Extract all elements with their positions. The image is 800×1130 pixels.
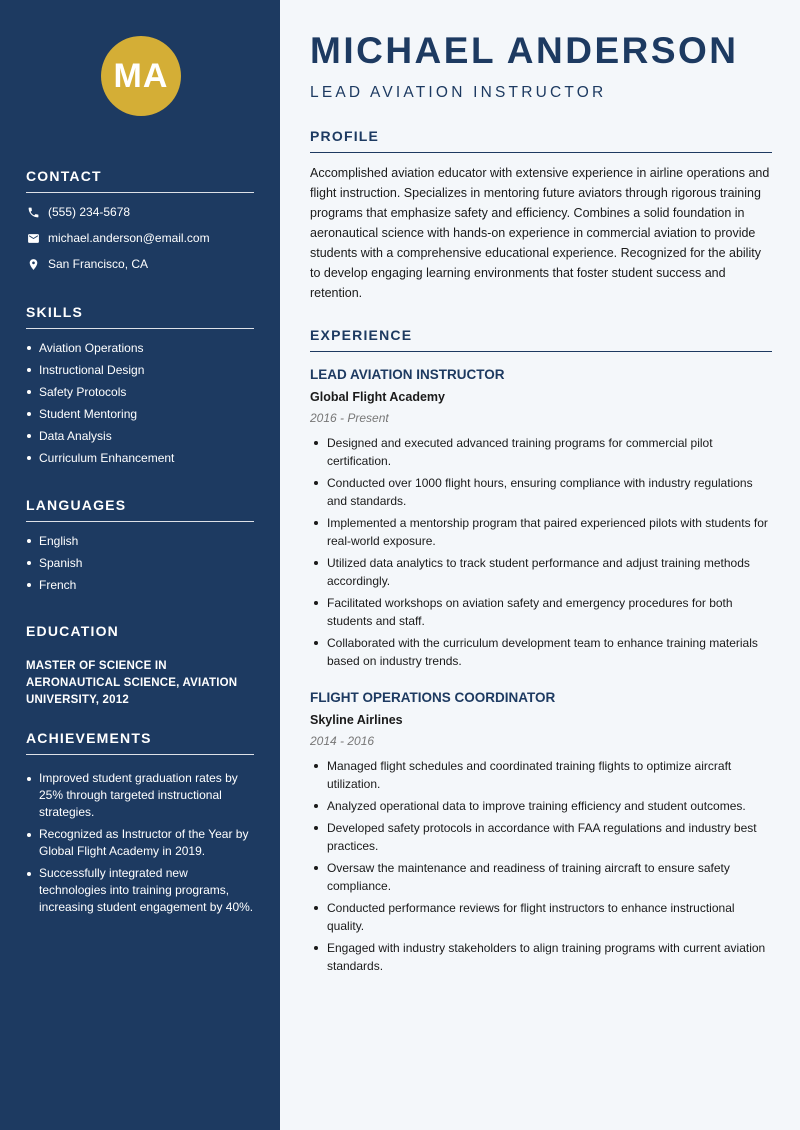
contact-phone-text: (555) 234-5678 <box>48 205 131 219</box>
avatar: MA <box>101 36 181 116</box>
list-item: Managed flight schedules and coordinated training flights to optimize aircraft utilization. <box>310 757 772 793</box>
skill-item: Aviation Operations <box>26 337 254 359</box>
list-item: Facilitated workshops on aviation safety and emergency procedures for both students and staff. <box>310 594 772 630</box>
language-item: French <box>26 574 254 596</box>
education-section <box>26 623 254 709</box>
contact-phone[interactable] <box>26 199 254 225</box>
contact-title: CONTACT <box>26 168 254 193</box>
languages-section <box>26 497 254 596</box>
contact-email-text: michael.anderson@email.com <box>48 231 210 245</box>
phone-icon <box>26 205 40 219</box>
job-dates: 2014 - 2016 <box>310 734 375 748</box>
job-dates: 2016 - Present <box>310 411 389 425</box>
experience-title: EXPERIENCE <box>310 327 772 352</box>
experience-entry <box>310 689 772 979</box>
sidebar <box>0 0 280 1130</box>
language-item: English <box>26 530 254 552</box>
location-pin-icon <box>26 257 40 271</box>
skills-title: SKILLS <box>26 304 254 329</box>
contact-section <box>26 168 254 277</box>
profile-summary: Accomplished aviation educator with extensive experience in airline operations and flight instruction. Specializes in mentoring future aviators through rigorous training programs that emphasize safety and efficiency. Combines a solid foundation in aeronautical science with hands-on experience in commercial aviation to provide students with a comprehensive educational experience. Recognized for the ability to develop engaging learning environments that foster student success and retention. <box>310 166 770 300</box>
skill-item: Instructional Design <box>26 359 254 381</box>
list-item: Designed and executed advanced training programs for commercial pilot certification. <box>310 434 772 470</box>
skill-item: Safety Protocols <box>26 381 254 403</box>
skill-item: Student Mentoring <box>26 403 254 425</box>
achievements-title: ACHIEVEMENTS <box>26 730 254 755</box>
contact-location-text: San Francisco, CA <box>48 257 149 271</box>
achievements-list <box>26 770 254 916</box>
languages-title: LANGUAGES <box>26 497 254 522</box>
achievement-item: Recognized as Instructor of the Year by Global Flight Academy in 2019. <box>26 826 254 860</box>
contact-location <box>26 251 254 277</box>
job-company: Global Flight Academy <box>310 390 445 404</box>
list-item: Engaged with industry stakeholders to align training programs with current aviation standards. <box>310 939 772 975</box>
skill-item: Curriculum Enhancement <box>26 447 254 469</box>
list-item: Conducted over 1000 flight hours, ensuring compliance with industry regulations and standards. <box>310 474 772 510</box>
education-title: EDUCATION <box>26 623 119 639</box>
skills-section <box>26 304 254 469</box>
achievement-item: Successfully integrated new technologies into training programs, increasing student engagement by 40%. <box>26 865 254 916</box>
skills-list <box>26 337 254 469</box>
job-bullets <box>310 434 772 670</box>
list-item: Analyzed operational data to improve training efficiency and student outcomes. <box>310 797 772 815</box>
language-item: Spanish <box>26 552 254 574</box>
email-icon <box>26 231 40 245</box>
list-item: Conducted performance reviews for flight instructors to enhance instructional quality. <box>310 899 772 935</box>
contact-email[interactable] <box>26 225 254 251</box>
job-title: FLIGHT OPERATIONS COORDINATOR <box>310 690 556 705</box>
languages-list <box>26 530 254 596</box>
job-company: Skyline Airlines <box>310 713 403 727</box>
list-item: Developed safety protocols in accordance with FAA regulations and industry best practices. <box>310 819 772 855</box>
experience-entry <box>310 366 772 674</box>
list-item: Oversaw the maintenance and readiness of training aircraft to ensure safety compliance. <box>310 859 772 895</box>
job-headline: LEAD AVIATION INSTRUCTOR <box>310 84 607 101</box>
list-item: Collaborated with the curriculum development team to enhance training materials based on industry trends. <box>310 634 772 670</box>
achievements-section <box>26 730 254 921</box>
profile-title: PROFILE <box>310 128 772 153</box>
job-bullets <box>310 757 772 975</box>
education-degree: MASTER OF SCIENCE IN AERONAUTICAL SCIENCE, AVIATION UNIVERSITY, 2012 <box>26 660 238 706</box>
achievement-item: Improved student graduation rates by 25% through targeted instructional strategies. <box>26 770 254 821</box>
person-name: MICHAEL ANDERSON <box>310 30 739 71</box>
skill-item: Data Analysis <box>26 425 254 447</box>
list-item: Implemented a mentorship program that paired experienced pilots with students for real-world exposure. <box>310 514 772 550</box>
list-item: Utilized data analytics to track student performance and adjust training methods accordingly. <box>310 554 772 590</box>
job-title: LEAD AVIATION INSTRUCTOR <box>310 367 505 382</box>
